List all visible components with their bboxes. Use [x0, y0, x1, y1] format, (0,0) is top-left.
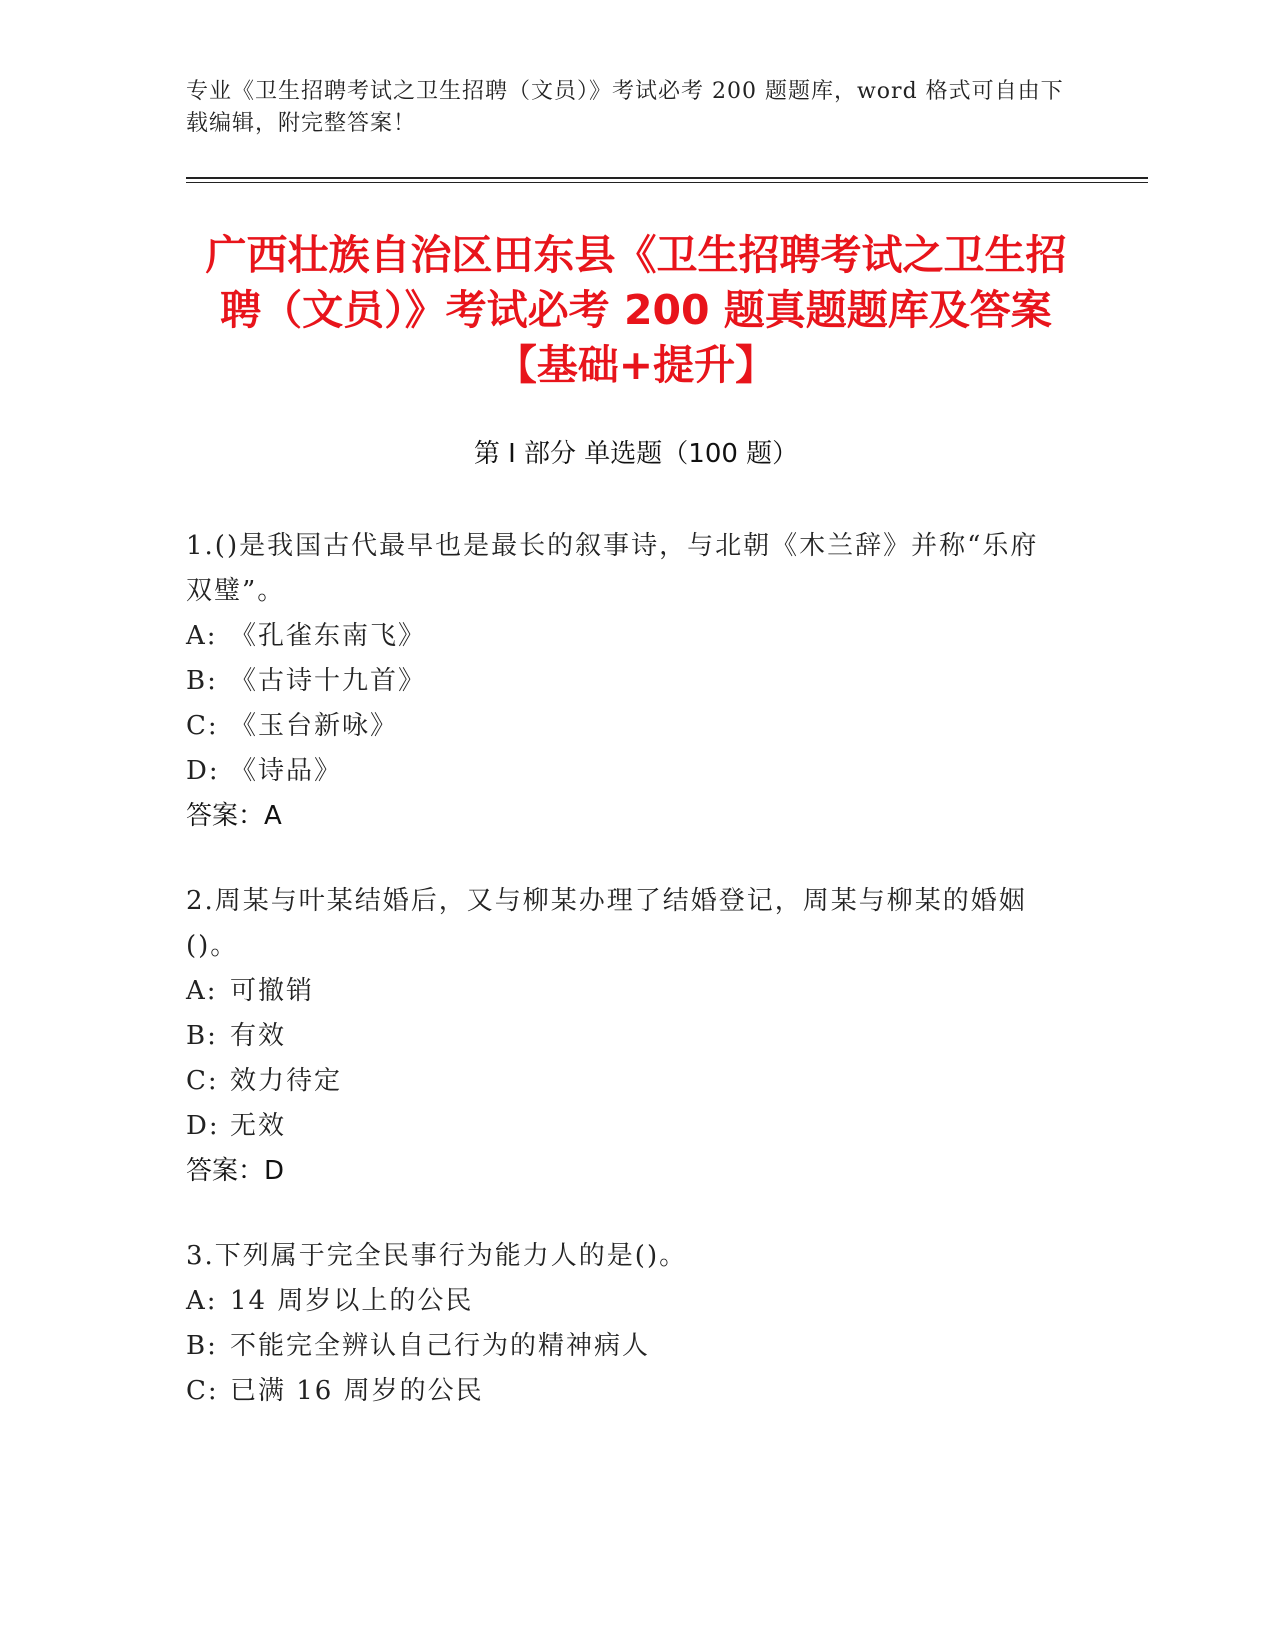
- option-a: [186, 969, 1066, 1014]
- option-c: [186, 704, 1066, 749]
- option-c: [186, 1059, 1066, 1104]
- option-key: C:: [186, 1376, 219, 1406]
- option-key: B:: [186, 1331, 218, 1361]
- option-b: [186, 1014, 1066, 1059]
- question-answer: 答案：A: [186, 801, 282, 831]
- question-answer: 答案：D: [186, 1156, 285, 1186]
- option-key: A:: [186, 1286, 218, 1316]
- question-list: [186, 524, 1066, 1454]
- header-rule-thin: [186, 182, 1148, 183]
- question-3: [186, 1234, 1066, 1414]
- option-text: 无效: [230, 1111, 287, 1141]
- option-key: D:: [186, 1111, 220, 1141]
- option-text: 《孔雀东南飞》: [230, 621, 427, 651]
- option-d: [186, 1104, 1066, 1149]
- option-text: 可撤销: [230, 976, 315, 1006]
- option-b: [186, 659, 1066, 704]
- option-b: [186, 1324, 1066, 1369]
- question-stem: 3.下列属于完全民事行为能力人的是()。: [186, 1241, 688, 1271]
- option-key: B:: [186, 666, 218, 696]
- question-stem: 2.周某与叶某结婚后，又与柳某办理了结婚登记，周某与柳某的婚姻()。: [186, 886, 1027, 961]
- option-text: 有效: [230, 1021, 287, 1051]
- option-text: 已满 16 周岁的公民: [230, 1376, 484, 1406]
- option-key: C:: [186, 1066, 219, 1096]
- option-text: 《古诗十九首》: [230, 666, 427, 696]
- option-key: A:: [186, 976, 218, 1006]
- question-1: [186, 524, 1066, 839]
- question-2: [186, 879, 1066, 1194]
- option-key: C:: [186, 711, 219, 741]
- section-heading: 第 I 部分 单选题（100 题）: [473, 439, 799, 469]
- option-c: [186, 1369, 1066, 1414]
- document-title: 广西壮族自治区田东县《卫生招聘考试之卫生招聘（文员）》考试必考 200 题真题题库及答案【基础+提升】: [205, 231, 1067, 389]
- option-text: 《诗品》: [230, 756, 343, 786]
- option-a: [186, 614, 1066, 659]
- option-text: 不能完全辨认自己行为的精神病人: [230, 1331, 651, 1361]
- option-key: B:: [186, 1021, 218, 1051]
- option-text: 效力待定: [230, 1066, 343, 1096]
- option-text: 《玉台新咏》: [230, 711, 399, 741]
- header-rule-thick: [186, 177, 1148, 179]
- option-text: 14 周岁以上的公民: [230, 1286, 474, 1316]
- option-d: [186, 749, 1066, 794]
- header-note: 专业《卫生招聘考试之卫生招聘（文员）》考试必考 200 题题库，word 格式可自由下载编辑，附完整答案！: [186, 79, 1064, 136]
- option-key: D:: [186, 756, 220, 786]
- option-a: [186, 1279, 1066, 1324]
- question-stem: 1.()是我国古代最早也是最长的叙事诗，与北朝《木兰辞》并称“乐府双璧”。: [186, 531, 1039, 606]
- option-key: A:: [186, 621, 218, 651]
